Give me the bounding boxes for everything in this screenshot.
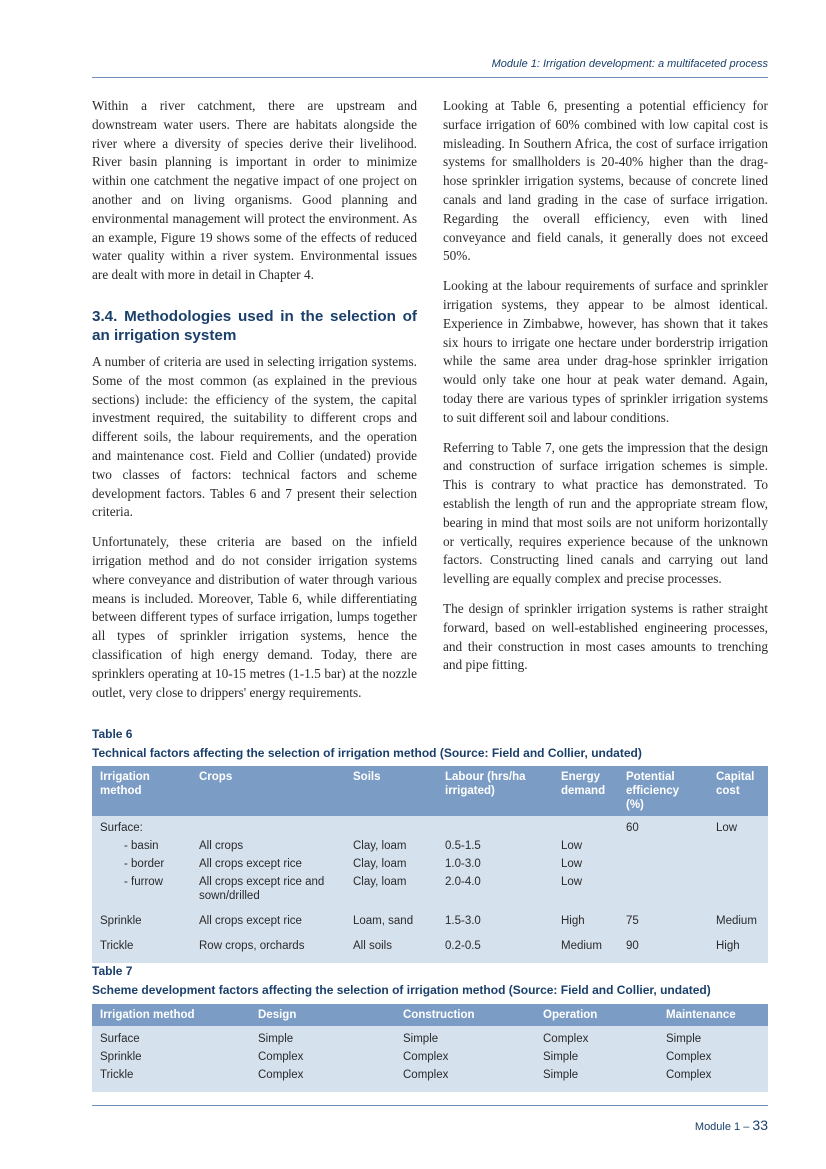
table-cell: Complex	[658, 1048, 768, 1066]
table-cell: 60	[618, 816, 708, 837]
body-paragraph: Looking at Table 6, presenting a potential efficiency for surface irrigation of 60% combined with low capital cost is misleading. In Southern Africa, the cost of surface irrigation systems for smallholders is 20-40% higher than the drag-hose sprinkler irrigation systems, because of concrete lined canals and land grading in the case of surface irrigation. Regarding the overall efficiency, even with lined conveyance and field canals, it generally does not exceed 50%.	[443, 98, 768, 264]
right-column	[443, 97, 768, 686]
column-header: Maintenance	[658, 1004, 768, 1026]
table-cell: Simple	[250, 1026, 395, 1048]
table-cell: Complex	[250, 1066, 395, 1092]
table-cell: Complex	[395, 1066, 535, 1092]
table-row	[92, 855, 768, 873]
table-row	[92, 1048, 768, 1066]
table-cell	[191, 816, 345, 837]
table-cell: Simple	[395, 1026, 535, 1048]
table-row	[92, 837, 768, 855]
table-row	[92, 905, 768, 930]
column-header: Soils	[345, 766, 437, 816]
header-rule	[92, 77, 768, 78]
table-cell: Loam, sand	[345, 905, 437, 930]
table-cell: 0.5-1.5	[437, 837, 553, 855]
page-footer	[92, 1117, 768, 1133]
table-cell: Medium	[708, 905, 768, 930]
table-cell: Clay, loam	[345, 855, 437, 873]
table-cell: Complex	[250, 1048, 395, 1066]
table-cell	[618, 855, 708, 873]
table-cell: All crops except rice and sown/drilled	[191, 873, 345, 905]
column-header: Energy demand	[553, 766, 618, 816]
table-cell: Row crops, orchards	[191, 930, 345, 963]
table-cell: Low	[708, 816, 768, 837]
table-cell: Low	[553, 855, 618, 873]
column-header: Construction	[395, 1004, 535, 1026]
body-paragraph: The design of sprinkler irrigation systems is rather straight forward, based on well-established engineering processes, and their construction in most cases amounts to trenching and pipe fitting.	[443, 600, 768, 673]
table-row	[92, 1026, 768, 1048]
table7	[92, 1004, 768, 1092]
column-header: Crops	[191, 766, 345, 816]
table-row	[92, 873, 768, 905]
table7-caption: Scheme development factors affecting the selection of irrigation method (Source: Field and Collier, undated)	[92, 983, 711, 997]
running-header: Module 1: Irrigation development: a multifaceted process	[491, 58, 768, 70]
footer-rule	[92, 1105, 768, 1106]
table-row	[92, 816, 768, 837]
table6-label: Table 6	[92, 727, 133, 741]
body-paragraph: Referring to Table 7, one gets the impression that the design and construction of surface irrigation schemes is simple. This is contrary to what practice has demonstrated. To establish the length of run and the appropriate stream flow, bearing in mind that most soils are not uniform horizontally or vertically, requires experience because of the unknown factors. Constructing lined canals and carrying out land levelling are equally complex and precise processes.	[443, 439, 768, 587]
column-header: Labour (hrs/ha irrigated)	[437, 766, 553, 816]
body-paragraph: Looking at the labour requirements of surface and sprinkler irrigation systems, they appear to be almost identical. Experience in Zimbabwe, however, has shown that it takes six hours to irrigate one hectare under borderstrip irrigation while the same area under drag-hose sprinkler irrigation would only take one hour at peak water demand. Again, today there are various types of sprinkler irrigation systems to suit different soil and labour conditions.	[443, 278, 768, 425]
table6-caption: Technical factors affecting the selection of irrigation method (Source: Field and Collier, undated)	[92, 746, 642, 760]
table-cell: Medium	[553, 930, 618, 963]
table-cell: All crops	[191, 837, 345, 855]
table-cell	[437, 816, 553, 837]
table6	[92, 766, 768, 963]
table-cell	[618, 873, 708, 905]
table-cell: Simple	[535, 1066, 658, 1092]
table-cell: High	[708, 930, 768, 963]
table-cell	[708, 873, 768, 905]
table-cell: Sprinkle	[92, 1048, 250, 1066]
table-cell	[345, 816, 437, 837]
table-cell: Low	[553, 873, 618, 905]
table-header-row	[92, 1004, 768, 1026]
table-cell: 1.0-3.0	[437, 855, 553, 873]
left-column	[92, 97, 417, 713]
body-paragraph: Within a river catchment, there are upstream and downstream water users. There are habitats alongside the river where a diversity of species derive their livelihood. River basin planning is important in order to minimize within one catchment the negative impact of one project on another and on living organisms. Good planning and environmental management will protect the environment. As an example, Figure 19 shows some of the effects of reduced water quality within a river system. Environmental issues are dealt with more in detail in Chapter 4.	[92, 98, 417, 283]
table-header-row	[92, 766, 768, 816]
table-cell: Surface	[92, 1026, 250, 1048]
table-cell: Sprinkle	[92, 905, 191, 930]
table-cell	[553, 816, 618, 837]
column-header: Irrigation method	[92, 1004, 250, 1026]
column-header: Potential efficiency (%)	[618, 766, 708, 816]
table-cell: 0.2-0.5	[437, 930, 553, 963]
column-header: Capital cost	[708, 766, 768, 816]
body-paragraph: A number of criteria are used in selecting irrigation systems. Some of the most common (as explained in the previous sections) include: the efficiency of the system, the capital investment required, the suitability to different crops and different soils, the labour requirements, and the operation and maintenance cost. Field and Collier (undated) provide two classes of factors: technical factors and scheme development factors. Tables 6 and 7 present their selection criteria.	[92, 353, 417, 520]
table-cell: 75	[618, 905, 708, 930]
table-cell: All crops except rice	[191, 855, 345, 873]
table-cell: Trickle	[92, 930, 191, 963]
table-row	[92, 930, 768, 963]
table-cell: - border	[92, 855, 191, 873]
column-header: Irrigation method	[92, 766, 191, 816]
table-cell: Complex	[658, 1066, 768, 1092]
table-cell: Complex	[535, 1026, 658, 1048]
table-cell	[708, 855, 768, 873]
table-cell: Clay, loam	[345, 873, 437, 905]
table-cell	[708, 837, 768, 855]
table7-label: Table 7	[92, 964, 133, 978]
footer-module-label: Module 1	[694, 1121, 741, 1133]
table-cell	[618, 837, 708, 855]
table-cell: Low	[553, 837, 618, 855]
body-paragraph: Unfortunately, these criteria are based on the infield irrigation method and do not consider irrigation systems where conveyance and distribution of water through various means is included. Moreover, Table 6, while differentiating between different types of surface irrigation, lumps together all types of sprinkler irrigation systems, hence the classification of high energy demand. Today, there are sprinklers operating at 10-15 metres (1-1.5 bar) at the nozzle outlet, very close to drippers' energy requirements.	[92, 534, 417, 700]
table-cell: 1.5-3.0	[437, 905, 553, 930]
table-cell: Trickle	[92, 1066, 250, 1092]
table-cell: 90	[618, 930, 708, 963]
table-cell: High	[553, 905, 618, 930]
table-cell: Simple	[535, 1048, 658, 1066]
column-header: Operation	[535, 1004, 658, 1026]
table-cell: 2.0-4.0	[437, 873, 553, 905]
table-row	[92, 1066, 768, 1092]
table-cell: All crops except rice	[191, 905, 345, 930]
column-header: Design	[250, 1004, 395, 1026]
table-cell: Simple	[658, 1026, 768, 1048]
table-cell: - furrow	[92, 873, 191, 905]
table-cell: - basin	[92, 837, 191, 855]
table-cell: All soils	[345, 930, 437, 963]
page-number: 33	[752, 1117, 768, 1133]
table-cell: Surface:	[92, 816, 191, 837]
table-cell: Complex	[395, 1048, 535, 1066]
footer-separator: –	[743, 1121, 750, 1133]
section-heading: 3.4. Methodologies used in the selection of an irrigation system	[92, 307, 417, 344]
table-cell: Clay, loam	[345, 837, 437, 855]
